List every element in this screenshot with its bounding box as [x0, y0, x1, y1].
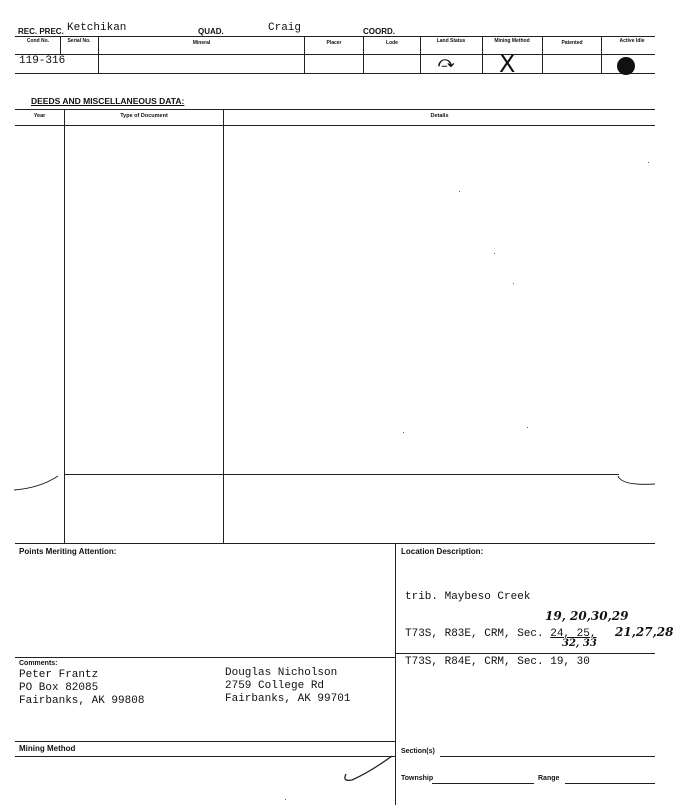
location-hand-upper: 19, 20,30,29	[545, 609, 629, 623]
contact1-address: PO Box 82085	[19, 682, 99, 694]
col-mineral: Mineral	[192, 40, 211, 46]
location-rule	[395, 653, 655, 654]
township-line	[432, 783, 534, 784]
location-line3: T73S, R84E, CRM, Sec. 19, 30	[405, 656, 590, 668]
col-mining-method: Mining Method	[494, 38, 530, 44]
rec-prec-value: Ketchikan	[67, 22, 127, 34]
col-divider-mining	[482, 36, 483, 73]
location-line1: trib. Maybeso Creek	[405, 591, 531, 603]
mining-method-label: Mining Method	[19, 744, 76, 753]
range-line	[565, 783, 655, 784]
range-label: Range	[538, 775, 560, 782]
col-divider-active	[601, 36, 602, 73]
contact-frantz	[19, 669, 144, 708]
quad-value: Craig	[268, 22, 302, 34]
land-status-mark: ⤼	[438, 53, 455, 71]
col-divider-land	[420, 36, 421, 73]
col-placer: Placer	[326, 40, 342, 46]
header-bottom-rule	[15, 73, 655, 74]
mining-method-rule	[15, 756, 395, 757]
deeds-top-rule	[15, 109, 655, 110]
header-mid-rule	[15, 54, 655, 55]
col-doc-type: Type of Document	[120, 113, 168, 119]
col-active-idle: Active Idle	[619, 38, 645, 44]
location-line2-sec: 24, 25,	[550, 628, 597, 640]
check-mark	[340, 750, 400, 786]
col-year: Year	[33, 113, 46, 119]
header-top-rule	[15, 36, 655, 37]
col-details: Details	[430, 113, 449, 119]
location-hand-right: 21,27,28	[615, 625, 674, 639]
points-label: Points Meriting Attention:	[19, 547, 117, 556]
col-serial-no: Serial No.	[67, 38, 91, 44]
location-label: Location Description:	[401, 547, 484, 556]
comments-label: Comments:	[19, 660, 58, 667]
mining-method-top-rule	[15, 741, 395, 742]
deeds-bottom-rule	[15, 543, 655, 544]
sections-line	[440, 756, 655, 757]
contact1-city: Fairbanks, AK 99808	[19, 695, 145, 707]
edge-marks	[0, 460, 678, 500]
contact2-address: 2759 College Rd	[225, 680, 325, 692]
township-label: Township	[401, 775, 434, 782]
comments-top-rule	[15, 657, 395, 658]
contact2-name: Douglas Nicholson	[225, 667, 338, 679]
active-status-dot	[617, 57, 635, 75]
mining-method-mark: X	[499, 50, 516, 78]
rec-prec-label: REC. PREC.	[18, 27, 64, 36]
contact2-city: Fairbanks, AK 99701	[225, 693, 351, 705]
cond-no-value: 119-316	[19, 55, 66, 67]
col-cond-no: Cond No.	[26, 38, 50, 44]
contact-nicholson	[225, 667, 350, 706]
sections-label: Section(s)	[401, 748, 435, 755]
deeds-header-rule	[15, 125, 655, 126]
location-line2-prefix: T73S, R83E, CRM, Sec.	[405, 628, 551, 640]
location-hand-lower: 32, 33	[562, 638, 597, 649]
contact1-name: Peter Frantz	[19, 669, 99, 681]
col-patented: Patented	[561, 40, 583, 46]
coord-label: COORD.	[363, 27, 395, 36]
quad-label: QUAD.	[198, 27, 224, 36]
deeds-title: DEEDS AND MISCELLANEOUS DATA:	[31, 96, 185, 106]
col-lode: Lode	[386, 40, 398, 46]
col-land-status: Land Status	[436, 38, 466, 44]
